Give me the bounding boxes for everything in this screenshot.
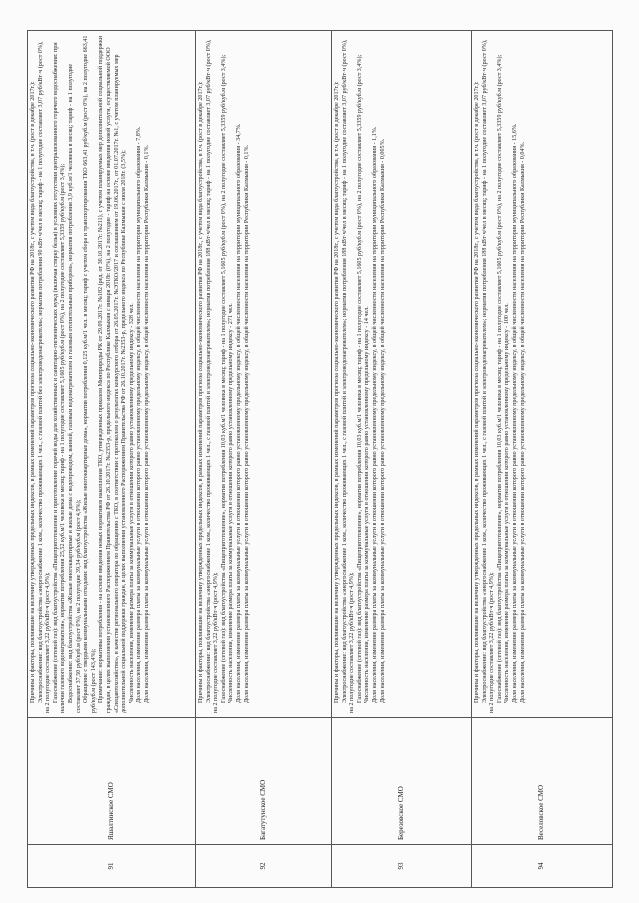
row-description <box>472 31 613 718</box>
paragraph: Доля населения, изменение размера платы за коммунальные услуги в отношении которого равно установленному предельному индексу, в общей численности населения на территории Республики Калмыкия - 0,1%. <box>143 144 150 703</box>
paragraph: Газоснабжение (сетевой газ): вид благоустройства «Пищеприготовление и приготовление горячей воды для хозяйственных и санитарно-гигиенических нужд (включая стирку белья) в условиях отсутствия централизованного горячего водоснабжения: при наличии газового водонагревателя», норматив потребления 25,52 куб.м/1 человека в месяц; тариф - на 1 полугодие составляет 5,1605 руб/куб.м (рост 0%), на 2 полугодие составляет 5,3359 руб/куб.м (рост 3,4%); <box>52 42 67 713</box>
municipality-name: Яшалтинское СМО <box>28 718 196 845</box>
paragraph: Доля населения, изменение размера платы за коммунальные услуги в отношении которого равно установленному предельному индексу, в общей численности населения на территории Республики Калмыкия - 0,005%. <box>379 138 386 703</box>
paragraph: Электроснабжение: вид благоустройства «энергоснабжение 1 ком., количество проживающих 1 чел., с газовой плитой и электроводонагревателем»; норматив потребления 188 кВт·ч/чел в месяц; тариф - на 1 полугодие составляет 3,07 руб/кВт·ч (рост 0%), на 2 полугодие составляет 3,22 руб/кВт·ч (рост 4,9%); <box>205 39 220 713</box>
table-row <box>28 31 196 888</box>
row-number: 93 <box>332 845 472 888</box>
paragraph: Причины и факторы, повлиявшие на величину утвержденных предельных индексов, в рамках изменений параметров прогноза социально-экономического развития РФ на 2018г., с учетом вида благоустройства, в т.ч. (рост в декабре 2017г.): <box>334 81 340 703</box>
row-number: 91 <box>28 845 196 888</box>
rotated-table-sheet <box>27 30 612 888</box>
paragraph: Доля населения, изменение размера платы за коммунальные услуги в отношении которого равно установленному предельному индексу, в общей численности населения на территории Республики Калмыкия - 0,04%. <box>519 141 526 703</box>
paragraph: Газоснабжение (сетевой газ): вид благоустройства «Пищеприготовление», норматив потребления 10,03 куб.м/1 человека в месяц; тариф - на 1 полугодие составляет 5,1605 руб/куб.м (рост 0%), на 2 полугодие составляет 5,3359 руб/куб.м (рост 3,4%); <box>356 54 363 703</box>
paragraph: Электроснабжение: вид благоустройства «энергоснабжение 1 ком., количество проживающих 1 чел., с газовой плитой и электроводонагревателем»; норматив потребления 188 кВт·ч/чел в месяц; тариф - на 1 полугодие составляет 3,07 руб/кВт·ч (рост 0%), на 2 полугодие составляет 3,22 руб/кВт·ч (рост 4,9%); <box>341 39 356 713</box>
paragraph: Доля населения, изменение размера платы за коммунальные услуги в отношении которого равно установленному предельному индексу, в общей численности населения на территории муниципального образования - 15,6%. <box>511 123 518 703</box>
paragraph: Доля населения, изменение размера платы за коммунальные услуги в отношении которого равно установленному предельному индексу, в общей численности населения на территории муниципального образования - 1,1%. <box>371 126 378 703</box>
paragraph: Численность населения, изменение размера платы за коммунальные услуги в отношении которого равно установленному предельному индексу - 271 чел. <box>228 303 235 703</box>
municipality-name: Багатутунское СМО <box>196 718 332 845</box>
paragraph: Электроснабжение: вид благоустройства «энергоснабжение 1 ком., количество проживающих 1 чел., с газовой плитой и электроводонагревателем»; норматив потребления 188 кВт·ч/чел в месяц; тариф - на 1 полугодие составляет 3,07 руб/кВт·ч (рост 0%), на 2 полугодие составляет 3,22 руб/кВт·ч (рост 4,9%); <box>481 39 496 713</box>
row-description <box>332 31 472 718</box>
paragraph: Доля населения, изменение размера платы за коммунальные услуги в отношении которого равно установленному предельному индексу, в общей численности населения на территории муниципального образования - 34,7%. <box>235 123 242 703</box>
municipality-name: Березовское СМО <box>332 718 472 845</box>
table-row <box>472 31 613 888</box>
paragraph: Примечание: нормативы потребления - на основе введения новых нормативов накопления ТКО, утвержденных приказом Минприроды РК от 29.09.2017г. №182 (ред. от 30.10.2017г. №211), с учетом планируемых мер дополнительной социальной поддержки граждан, в целях выполнения установленного Распоряжением Правительства РФ от 26.10.2017г. №2353-р, предельного индекса по Республике Калмыкия с января 2018г. (0%), на 2 полугодие - тариф на основе введения новой услуги, осуществляемой ООО «Спецавтохозяйство», в качестве регионального оператора по обращению с ТКО, в соответствии с протоколом о результатах конкурсного отбора от 26.05.2017г. №ЭТКО/2017 и соглашением от 19.06.2017г., от 01.07.2017г. №1, с учетом планируемых мер дополнительной социальной поддержки граждан, в целях выполнения установленного Распоряжением Правительства РФ от 26.10.2017г. №2353-р, предельного индекса по Республике Калмыкия с июля 2018г. (3,5%); <box>98 35 128 713</box>
row-description <box>196 31 332 718</box>
paragraph: Газоснабжение (сетевой газ): вид благоустройства «Пищеприготовление», норматив потребления 10,03 куб.м/1 человека в месяц; тариф - на 1 полугодие составляет 5,1605 руб/куб.м (рост 0%), на 2 полугодие составляет 5,3359 руб/куб.м (рост 3,4%); <box>220 54 227 703</box>
row-number: 92 <box>196 845 332 888</box>
paragraph: Причины и факторы, повлиявшие на величину утвержденных предельных индексов, в рамках изменений параметров прогноза социально-экономического развития РФ на 2018г., с учетом вида благоустройства, в т.ч. (рост в декабре 2017г.): <box>474 81 480 703</box>
paragraph: Водоснабжение: вид благоустройства «Жилые многоквартирные и жилые дома с водопроводом, ванной, газовым водонагревателем и газовым отопительным прибором», норматив потребления 3,9 куб.м/1 человека в месяц; тариф - на 1 полугодие составляет 37,50 руб/куб.м (рост 0%), на 2 полугодие 39,34 руб/куб.м (рост 4,9%); <box>67 63 82 713</box>
paragraph: Доля населения, изменение размера платы за коммунальные услуги в отношении которого равно установленному предельному индексу, в общей численности населения на территории Республики Калмыкия - 0,1%. <box>243 144 250 703</box>
paragraph: Численность населения, изменение размера платы за коммунальные услуги в отношении которого равно установленному предельному индексу - 100 чел. <box>504 303 511 703</box>
tariff-table <box>27 30 613 888</box>
paragraph: Численность населения, изменение размера платы за коммунальные услуги в отношении которого равно установленному предельному индексу - 14 чел. <box>364 306 371 703</box>
paragraph: Обращение с твердыми коммунальными отходами: вид благоустройства «Жилые многоквартирные дома», норматив потребления 0,125 куб.м/1 чел. в месяц; тариф с учетом сбора и транспортирования ТКО 663,41 руб/куб.м (рост 0%), на 2 полугодие 663,41 руб/куб.м (рост 143,4%); <box>83 35 97 713</box>
row-number: 94 <box>472 845 613 888</box>
municipality-name: Веселовское СМО <box>472 718 613 845</box>
paragraph: Доля населения, изменение размера платы за коммунальные услуги в отношении которого равно установленному предельному индексу, в общей численности населения на территории муниципального образования - 7,8%. <box>136 126 143 703</box>
row-description <box>28 31 196 718</box>
table-row <box>196 31 332 888</box>
paragraph: Численность населения, изменение размера платы за коммунальные услуги в отношении которого равно установленному предельному индексу - 328 чел. <box>128 303 135 703</box>
paragraph: Причины и факторы, повлиявшие на величину утвержденных предельных индексов, в рамках изменений параметров прогноза социально-экономического развития РФ на 2018г., с учетом вида благоустройства, в т.ч. (рост в декабре 2017г.): <box>30 81 36 703</box>
paragraph: Электроснабжение: вид благоустройства «энергоснабжение 1 ком., количество проживающих 1 чел., с газовой плитой без электроводонагревателя»; норматив потребления 90 кВт·ч/чел в месяц; тариф - на 1 полугодие составляет 3,07 руб/кВт·ч (рост 0%), на 2 полугодие составляет 3,22 руб/кВт·ч (рост 4,9%); <box>37 41 52 713</box>
paragraph: Причины и факторы, повлиявшие на величину утвержденных предельных индексов, в рамках изменений параметров прогноза социально-экономического развития РФ на 2018г., с учетом вида благоустройства, в т.ч. (рост в декабре 2017г.): <box>198 81 204 703</box>
table-row <box>332 31 472 888</box>
paragraph: Газоснабжение (сетевой газ): вид благоустройства «Пищеприготовление», норматив потребления 10,03 куб.м/1 человека в месяц; тариф - на 1 полугодие составляет 5,1605 руб/куб.м (рост 0%), на 2 полугодие составляет 5,3359 руб/куб.м (рост 3,4%); <box>496 54 503 703</box>
